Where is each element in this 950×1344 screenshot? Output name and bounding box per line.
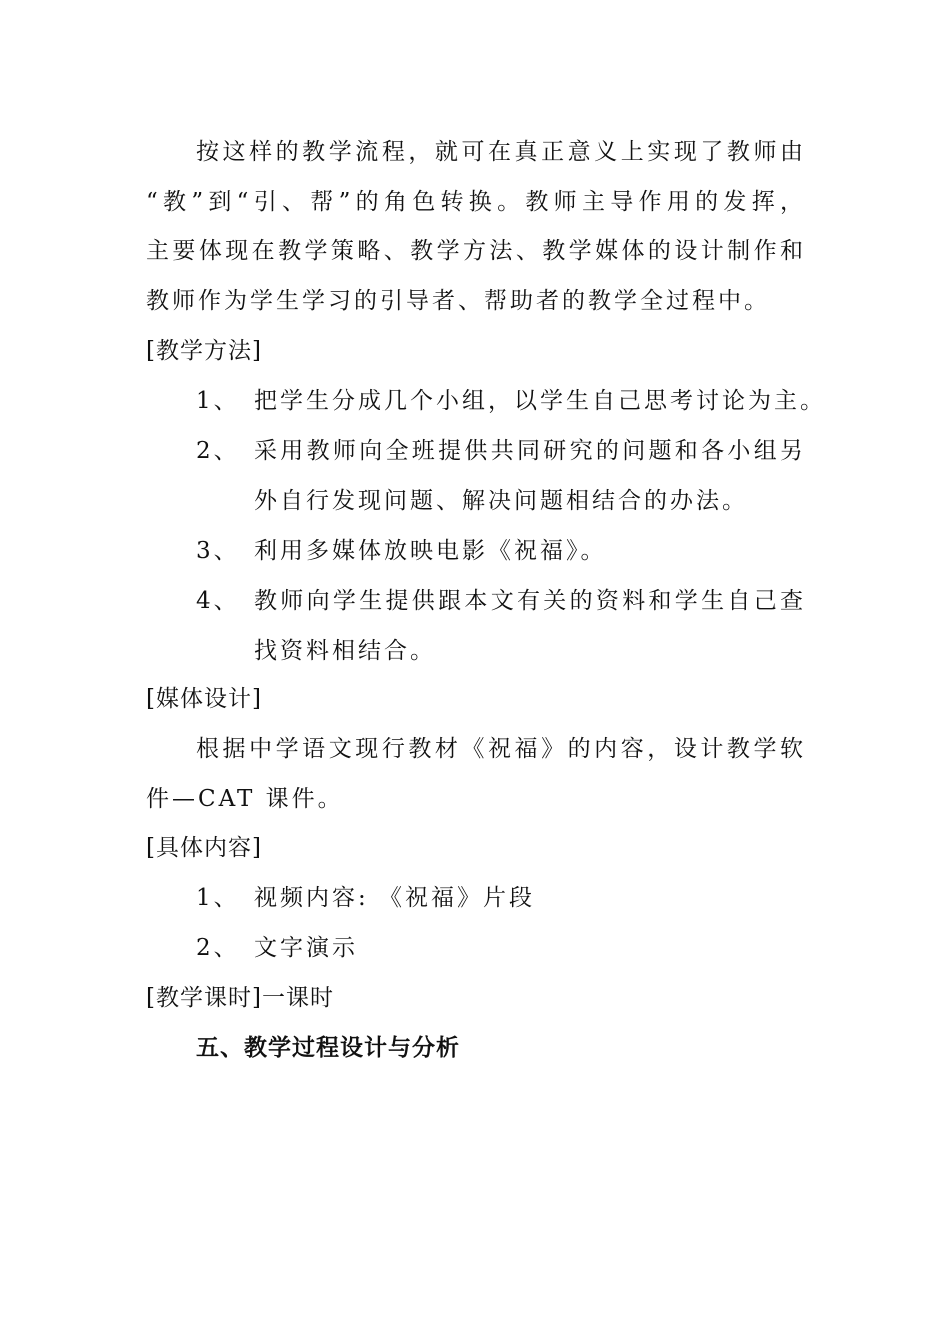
paragraph-line: 件—CAT 课件。 [146,786,344,812]
paragraph-line: 教师作为学生学习的引导者、帮助者的教学全过程中。 [146,288,770,314]
list-item-text: 教师向学生提供跟本文有关的资料和学生自己查 [254,588,806,614]
paragraph-line: 主要体现在教学策略、教学方法、教学媒体的设计制作和 [146,238,806,264]
list-number: 4、 [196,588,240,614]
list-number: 1、 [196,885,240,911]
list-number: 2、 [196,438,240,464]
media-heading: [媒体设计] [146,686,262,712]
list-item-text: 视频内容: 《祝福》片段 [254,885,536,911]
list-item-text: 外自行发现问题、解决问题相结合的办法。 [254,488,748,514]
list-item-text: 利用多媒体放映电影《祝福》。 [254,538,607,564]
list-number: 2、 [196,935,240,961]
paragraph-line: 按这样的教学流程，就可在真正意义上实现了教师由 [196,139,806,165]
list-item-text: 采用教师向全班提供共同研究的问题和各小组另 [254,438,806,464]
paragraph-line: 根据中学语文现行教材《祝福》的内容，设计教学软 [196,736,806,762]
list-item-text: 把学生分成几个小组，以学生自己思考讨论为主。 [254,388,826,414]
list-item-text: 文字演示 [254,935,358,961]
methods-heading: [教学方法] [146,338,262,364]
section-title: 五、教学过程设计与分析 [196,1035,460,1061]
paragraph-line: “教”到“引、帮”的角色转换。教师主导作用的发挥， [146,189,806,215]
list-number: 3、 [196,538,240,564]
list-number: 1、 [196,388,240,414]
teaching-hours: [教学课时]一课时 [146,985,334,1011]
list-item-text: 找资料相结合。 [254,638,436,664]
content-heading: [具体内容] [146,835,262,861]
